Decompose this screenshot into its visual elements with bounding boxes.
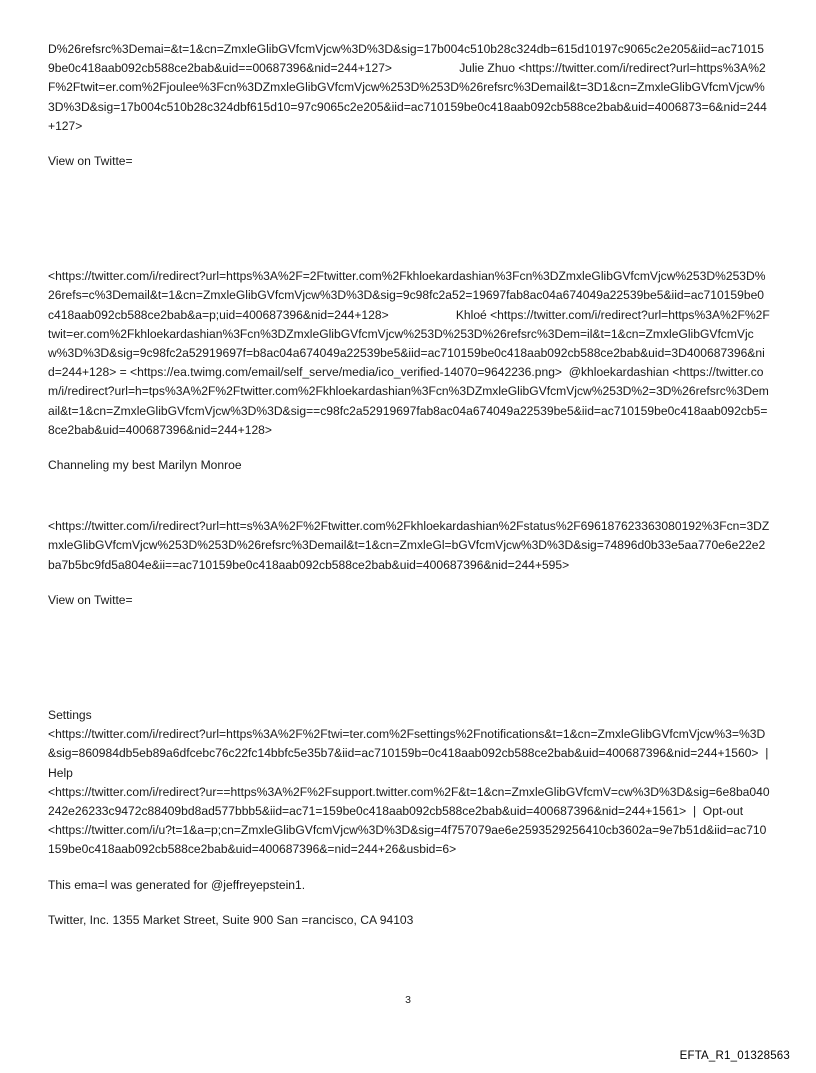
redirect-block-khloe: <https://twitter.com/i/redirect?url=https%3A%2F=2Ftwitter.com%2Fkhloekardashian%3Fcn%3DZmxleGlibGVfcmVjcw%253D%253D%26refs=c%3Demail&t=1&cn=ZmxleGlibGVfcmVjcw%3D%3D&sig=9c98fc2a52=19697fab8ac04a674049a22539be5&iid=ac710159be0c418aab092cb588ce2bab&a=p;uid=400687396&nid=244+128> Khloé <https://twitter.com/i/redirect?url=https%3A%2F%2Ftwit=er.com%2Fkhloekardashian%3Fcn%3DZmxleGlibGVfcmVjcw%253D%253D%26refsrc%3Dem=il&t=1&cn=ZmxleGlibGVfcmVjcw%3D%3D&sig=9c98fc2a52919697f=b8ac04a674049a22539be5&iid=ac710159be0c418aab092cb588ce2bab&uid=3D400687396&nid=244+128> = <https://ea.twimg.com/email/self_serve/media/ico_verified-14070=9642236.png> @khloekardashian <https://twitter.com/i/redirect?url=h=tps%3A%2F%2Ftwitter.com%2Fkhloekardashian%3Fcn%3DZmxleGlibGVfcmVjcw%253D%2=3D%26refsrc%3Demail&t=1&cn=ZmxleGlibGVfcmVjcw%3D%3D&sig==c98fc2a52919697fab8ac04a674049a22539be5&iid=ac710159be0c418aab092cb5=8ce2bab&uid=400687396&nid=244+128>	[48, 269, 770, 437]
generated-for-line: This ema=l was generated for @jeffreyepstein1.	[48, 877, 306, 892]
settings-help-optout-block: Settings <https://twitter.com/i/redirect?url=https%3A%2F%2Ftwi=ter.com%2Fsettings%2Fnotifications&t=1&cn=ZmxleGlibGVfcmVjcw%3=%3D&sig=860984db5eb89a6dfcebc76c22fc14bbfc5e35b7&iid=ac710159b=0c418aab092cb588ce2bab&uid=400687396&nid=244+1560> | Help <https://twitter.com/i/redirect?ur==https%3A%2F%2Fsupport.twitter.com%2F&t=1&cn=ZmxleGlibGVfcmV=cw%3D%3D&sig=6e8ba040242e26233c9472c88409bd8ad577bbb5&iid=ac71=159be0c418aab092cb588ce2bab&uid=400687396&nid=244+1561> | Opt-out <https://twitter.com/i/u?t=1&a=p;cn=ZmxleGlibGVfcmVjcw%3D%3D&sig=4f757079ae6e2593529256410cb3602a=9e7b51d&iid=ac710159be0c418aab092cb588ce2bab&uid=400687396&=nid=244+26&usbid=6>	[48, 708, 770, 857]
document-body	[48, 40, 770, 930]
view-on-twitter-text: View on Twitte=	[48, 592, 133, 607]
tweet-caption: Channeling my best Marilyn Monroe	[48, 458, 242, 473]
company-address: Twitter, Inc. 1355 Market Street, Suite 900 San =rancisco, CA 94103	[48, 912, 414, 927]
status-redirect-block: <https://twitter.com/i/redirect?url=htt=s%3A%2F%2Ftwitter.com%2Fkhloekardashian%2Fstatus%2F696187623363080192%3Fcn=3DZmxleGlibGVfcmVjcw%253D%253D%26refsrc%3Demail&t=1&cn=ZmxleGl=bGVfcmVjcw%3D%3D&sig=74896d0b33e5aa770e6e22e2ba7b5bc9fd5a804e&ii==ac710159be0c418aab092cb588ce2bab&uid=400687396&nid=244+595>	[48, 519, 770, 572]
bates-number: EFTA_R1_01328563	[679, 1050, 790, 1062]
view-on-twitter-text: View on Twitte=	[48, 154, 133, 169]
page-number: 3	[405, 994, 411, 1006]
redirect-block-julie-zhuo: D%26refsrc%3Demai=&t=1&cn=ZmxleGlibGVfcmVjcw%3D%3D&sig=17b004c510b28c324db=615d10197c9065c2e205&iid=ac710159be0c418aab092cb588ce2bab&uid==00687396&nid=244+127> Julie Zhuo <https://twitter.com/i/redirect?url=https%3A%2F%2Ftwit=er.com%2Fjoulee%3Fcn%3DZmxleGlibGVfcmVjcw%253D%253D%26refsrc%3Demail&t=3D1&cn=ZmxleGlibGVfcmVjcw%3D%3D&sig=17b004c510b28c324dbf615d10=97c9065c2e205&iid=ac710159be0c418aab092cb588ce2bab&uid=4006873=6&nid=244+127>	[48, 42, 767, 133]
